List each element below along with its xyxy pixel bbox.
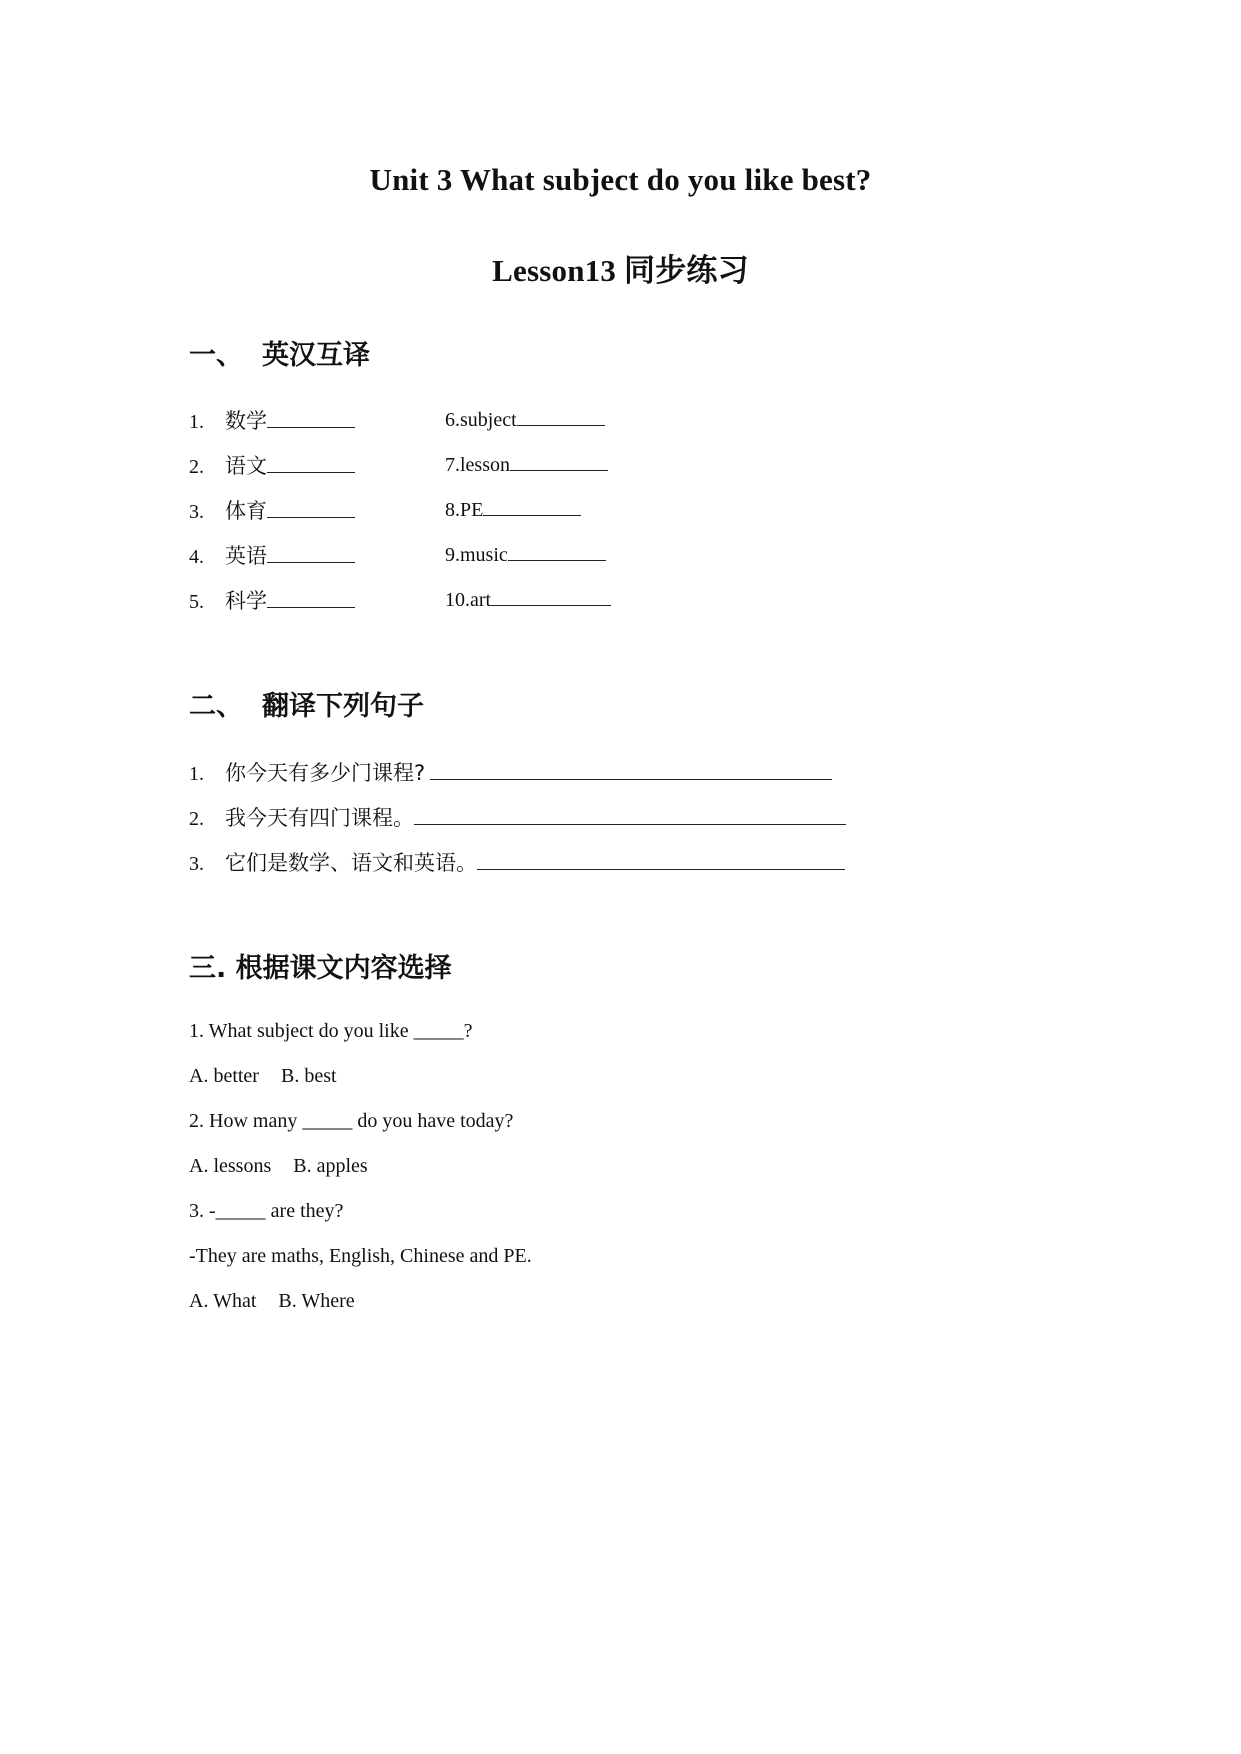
lesson-subtitle xyxy=(0,245,1241,290)
vocab-cn-word: 体育 xyxy=(225,499,267,523)
section1-heading xyxy=(189,333,370,372)
question-2: 2. How many _____ do you have today? xyxy=(189,1110,514,1132)
section2-heading xyxy=(189,684,424,723)
answer-blank xyxy=(430,759,832,780)
translate-sentence: 它们是数学、语文和英语。 xyxy=(225,851,477,875)
vocab-row-1 xyxy=(189,405,517,433)
answer-blank xyxy=(491,585,611,606)
section3-heading: 三. 根据课文内容选择 xyxy=(189,953,452,984)
vocab-en-word: 6.subject xyxy=(445,409,517,431)
answer-blank xyxy=(477,849,845,870)
lesson-subtitle-cn: 同步练习 xyxy=(624,253,749,289)
item-number: 1. xyxy=(189,763,204,785)
section2-title: 翻译下列句子 xyxy=(262,691,424,722)
item-number: 3. xyxy=(189,853,204,875)
option-b: B. best xyxy=(280,1065,337,1087)
vocab-en-word: 7.lesson xyxy=(445,454,510,476)
answer-blank xyxy=(267,587,355,608)
lesson-number: Lesson13 xyxy=(492,253,617,288)
section1-title: 英汉互译 xyxy=(262,340,370,371)
translate-sentence: 你今天有多少门课程? xyxy=(225,761,426,785)
vocab-row-2 xyxy=(189,450,510,478)
vocab-row-5 xyxy=(189,585,492,613)
question-3: 3. -_____ are they? xyxy=(189,1200,344,1222)
vocab-row-4 xyxy=(189,540,508,568)
answer-blank xyxy=(267,452,355,473)
option-a: A. lessons xyxy=(189,1155,272,1177)
vocab-en-word: 10.art xyxy=(445,589,492,611)
item-number: 4. xyxy=(189,546,204,568)
answer-blank xyxy=(508,540,606,561)
question-3-options xyxy=(189,1290,377,1313)
section1-number: 一、 xyxy=(189,340,243,371)
vocab-en-word: 8.PE xyxy=(445,499,484,521)
item-number: 2. xyxy=(189,808,204,830)
answer-blank xyxy=(267,407,355,428)
item-number: 5. xyxy=(189,591,204,613)
vocab-cn-word: 英语 xyxy=(225,544,267,568)
question-1-options xyxy=(189,1065,359,1088)
item-number: 1. xyxy=(189,411,204,433)
section2-number: 二、 xyxy=(189,691,243,722)
translate-row-2 xyxy=(189,802,846,830)
vocab-cn-word: 数学 xyxy=(225,409,267,433)
option-b: B. apples xyxy=(293,1155,368,1177)
question-2-options xyxy=(189,1155,390,1178)
answer-blank xyxy=(267,542,355,563)
translate-row-1 xyxy=(189,757,832,785)
vocab-cn-word: 科学 xyxy=(225,589,267,613)
question-1: 1. What subject do you like _____? xyxy=(189,1020,473,1042)
translate-sentence: 我今天有四门课程。 xyxy=(225,806,414,830)
item-number: 2. xyxy=(189,456,204,478)
translate-row-3 xyxy=(189,847,845,875)
worksheet-title: Unit 3 What subject do you like best? xyxy=(369,162,872,197)
option-a: A. What xyxy=(189,1290,257,1312)
answer-blank xyxy=(414,804,846,825)
option-b: B. Where xyxy=(278,1290,355,1312)
question-3-reply: -They are maths, English, Chinese and PE. xyxy=(189,1245,532,1267)
vocab-en-word: 9.music xyxy=(445,544,508,566)
option-a: A. better xyxy=(189,1065,259,1087)
answer-blank xyxy=(267,497,355,518)
answer-blank xyxy=(483,495,581,516)
item-number: 3. xyxy=(189,501,204,523)
vocab-row-3 xyxy=(189,495,484,523)
vocab-cn-word: 语文 xyxy=(225,454,267,478)
answer-blank xyxy=(517,405,605,426)
answer-blank xyxy=(510,450,608,471)
